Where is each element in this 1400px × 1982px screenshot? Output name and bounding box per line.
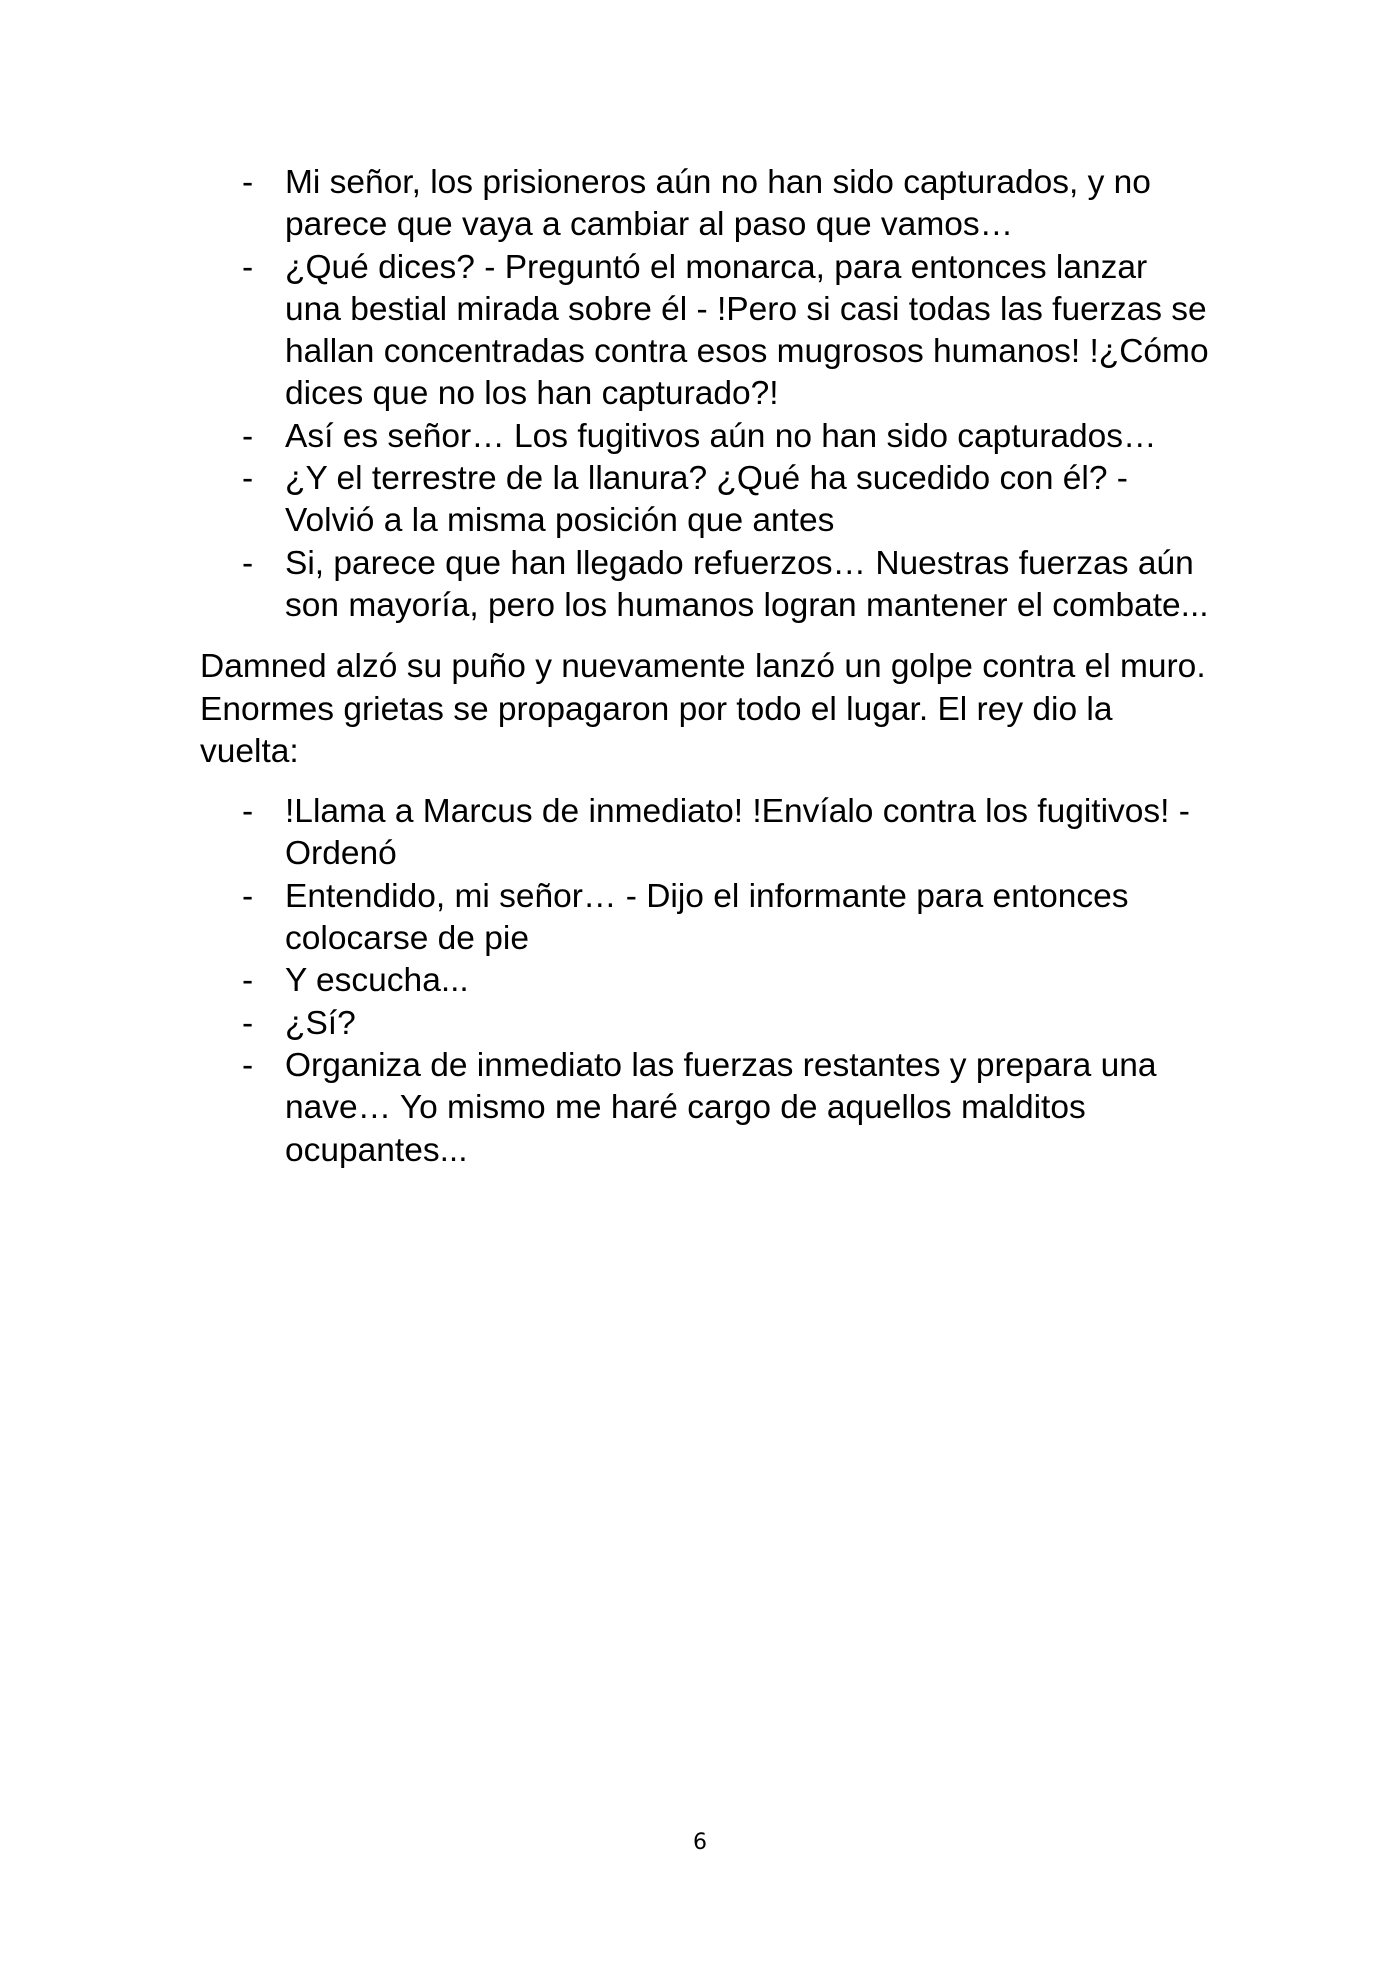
dialogue-line [200,1003,1210,1045]
bullet-dash: - [242,417,254,455]
dialogue-text: Y escucha... [285,962,469,1000]
dialogue-line [200,791,1210,876]
bullet-dash: - [242,1004,254,1042]
narration-paragraph: Damned alzó su puño y nuevamente lanzó un golpe contra el muro. Enormes grietas se propagaron por todo el lugar. El rey dio la vuelta: [200,648,1206,770]
dialogue-text: Así es señor… Los fugitivos aún no han sido capturados… [285,417,1157,455]
dialogue-list-1 [200,162,1210,627]
bullet-dash: - [242,1046,254,1084]
bullet-dash: - [242,544,254,582]
dialogue-line [200,960,1210,1002]
dialogue-text: ¿Qué dices? - Preguntó el monarca, para entonces lanzar una bestial mirada sobre él - !Pero si casi todas las fuerzas se hallan concentradas contra esos mugrosos humanos! !¿Cómo dices que no los han capturado?! [285,248,1209,413]
dialogue-text: ¿Y el terrestre de la llanura? ¿Qué ha sucedido con él? - Volvió a la misma posición que antes [285,460,1128,540]
bullet-dash: - [242,460,254,498]
dialogue-line [200,543,1210,628]
page-body [200,162,1210,1172]
dialogue-line [200,247,1210,416]
dialogue-text: Entendido, mi señor… - Dijo el informante para entonces colocarse de pie [285,877,1129,958]
dialogue-line [200,876,1210,961]
dialogue-list-2 [200,791,1210,1172]
dialogue-line [200,162,1210,247]
bullet-dash: - [242,962,254,1000]
dialogue-text: Mi señor, los prisioneros aún no han sido capturados, y no parece que vaya a cambiar al paso que vamos… [285,164,1151,244]
dialogue-text: ¿Sí? [285,1004,356,1042]
dialogue-text: Si, parece que han llegado refuerzos… Nuestras fuerzas aún son mayoría, pero los humanos logran mantener el combate... [285,544,1209,624]
dialogue-line [200,416,1210,458]
bullet-dash: - [242,793,254,831]
bullet-dash: - [242,877,254,915]
bullet-dash: - [242,164,254,201]
dialogue-text: !Llama a Marcus de inmediato! !Envíalo contra los fugitivos! - Ordenó [285,793,1190,873]
dialogue-line [200,458,1210,543]
page-number: 6 [693,1830,707,1855]
dialogue-text: Organiza de inmediato las fuerzas restantes y prepara una nave… Yo mismo me haré cargo de aquellos malditos ocupantes... [285,1046,1157,1169]
bullet-dash: - [242,248,254,286]
dialogue-line [200,1045,1210,1172]
